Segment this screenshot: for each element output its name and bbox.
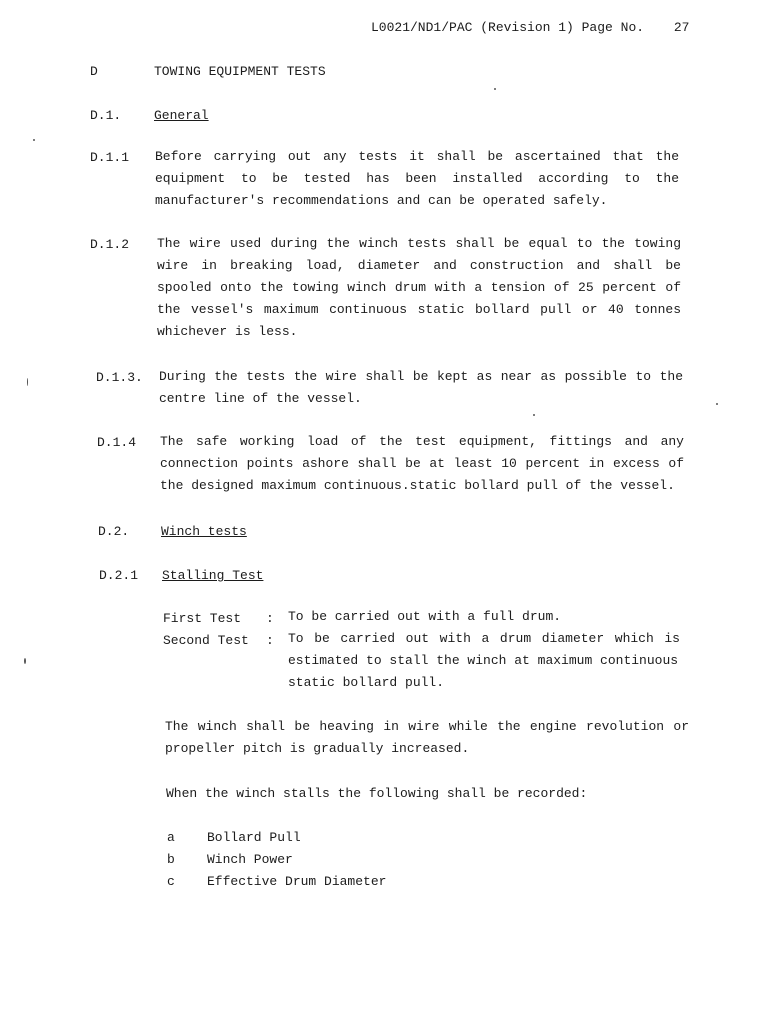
text-line: centre line of the vessel. bbox=[159, 391, 362, 406]
scan-speck bbox=[33, 139, 35, 141]
list-item-letter: a bbox=[167, 830, 175, 845]
clause-title: Stalling Test bbox=[162, 568, 264, 583]
text-line: The safe working load of the test equipment, fittings and any bbox=[160, 434, 684, 449]
scan-speck bbox=[716, 403, 718, 405]
clause-number: D.1.4 bbox=[97, 435, 137, 450]
first-test-text: To be carried out with a full drum. bbox=[288, 609, 562, 624]
text-line: Before carrying out any tests it shall be ascertained that the bbox=[155, 149, 679, 164]
clause-text bbox=[157, 233, 681, 343]
section-number: D bbox=[90, 64, 98, 79]
record-intro: When the winch stalls the following shall be recorded: bbox=[166, 786, 588, 801]
first-test-label: First Test bbox=[163, 611, 242, 626]
clause-number: D.1.1 bbox=[90, 150, 130, 165]
text-line: whichever is less. bbox=[157, 324, 298, 339]
clause-number: D.1.2 bbox=[90, 237, 130, 252]
subsection-number: D.1. bbox=[90, 108, 122, 123]
page-number: 27 bbox=[673, 20, 690, 35]
second-test-label: Second Test bbox=[163, 633, 249, 648]
clause-text bbox=[159, 366, 683, 410]
text-line: static bollard pull. bbox=[288, 675, 445, 690]
text-line: equipment to be tested has been installed according to the bbox=[155, 171, 679, 186]
text-line: connection points ashore shall be at least 10 percent in excess of bbox=[160, 456, 684, 471]
list-item-text: Effective Drum Diameter bbox=[207, 874, 387, 889]
document-reference: L0021/ND1/PAC (Revision 1) Page No. bbox=[371, 20, 645, 35]
scan-speck bbox=[494, 88, 496, 90]
text-line: wire in breaking load, diameter and construction and shall be bbox=[157, 258, 681, 273]
text-line: the designed maximum continuous.static bollard pull of the vessel. bbox=[160, 478, 675, 493]
page-header bbox=[371, 20, 689, 35]
list-item-letter: c bbox=[167, 874, 175, 889]
second-test-text bbox=[288, 628, 680, 694]
second-test-colon: : bbox=[266, 633, 274, 648]
section-title: TOWING EQUIPMENT TESTS bbox=[154, 64, 326, 79]
text-line: To be carried out with a drum diameter which is bbox=[288, 631, 680, 646]
clause-number: D.1.3. bbox=[96, 370, 143, 385]
first-test-colon: : bbox=[266, 611, 274, 626]
list-item-letter: b bbox=[167, 852, 175, 867]
clause-number: D.2.1 bbox=[99, 568, 139, 583]
list-item-text: Winch Power bbox=[207, 852, 293, 867]
subsection-number: D.2. bbox=[98, 524, 130, 539]
scan-speck bbox=[24, 658, 26, 664]
list-item-text: Bollard Pull bbox=[207, 830, 301, 845]
text-line: spooled onto the towing winch drum with a tension of 25 percent of bbox=[157, 280, 681, 295]
heave-paragraph bbox=[165, 716, 689, 760]
subsection-title: Winch tests bbox=[161, 524, 247, 539]
text-line: estimated to stall the winch at maximum continuous bbox=[288, 653, 679, 668]
subsection-title: General bbox=[154, 108, 209, 123]
scan-speck bbox=[533, 414, 535, 416]
clause-text bbox=[160, 431, 684, 497]
clause-text bbox=[155, 146, 679, 212]
text-line: During the tests the wire shall be kept as near as possible to the bbox=[159, 369, 683, 384]
text-line: propeller pitch is gradually increased. bbox=[165, 741, 470, 756]
text-line: The wire used during the winch tests shall be equal to the towing bbox=[157, 236, 681, 251]
text-line: The winch shall be heaving in wire while the engine revolution or bbox=[165, 719, 689, 734]
scan-speck bbox=[27, 378, 28, 386]
text-line: manufacturer's recommendations and can be operated safely. bbox=[155, 193, 608, 208]
text-line: the vessel's maximum continuous static bollard pull or 40 tonnes bbox=[157, 302, 681, 317]
